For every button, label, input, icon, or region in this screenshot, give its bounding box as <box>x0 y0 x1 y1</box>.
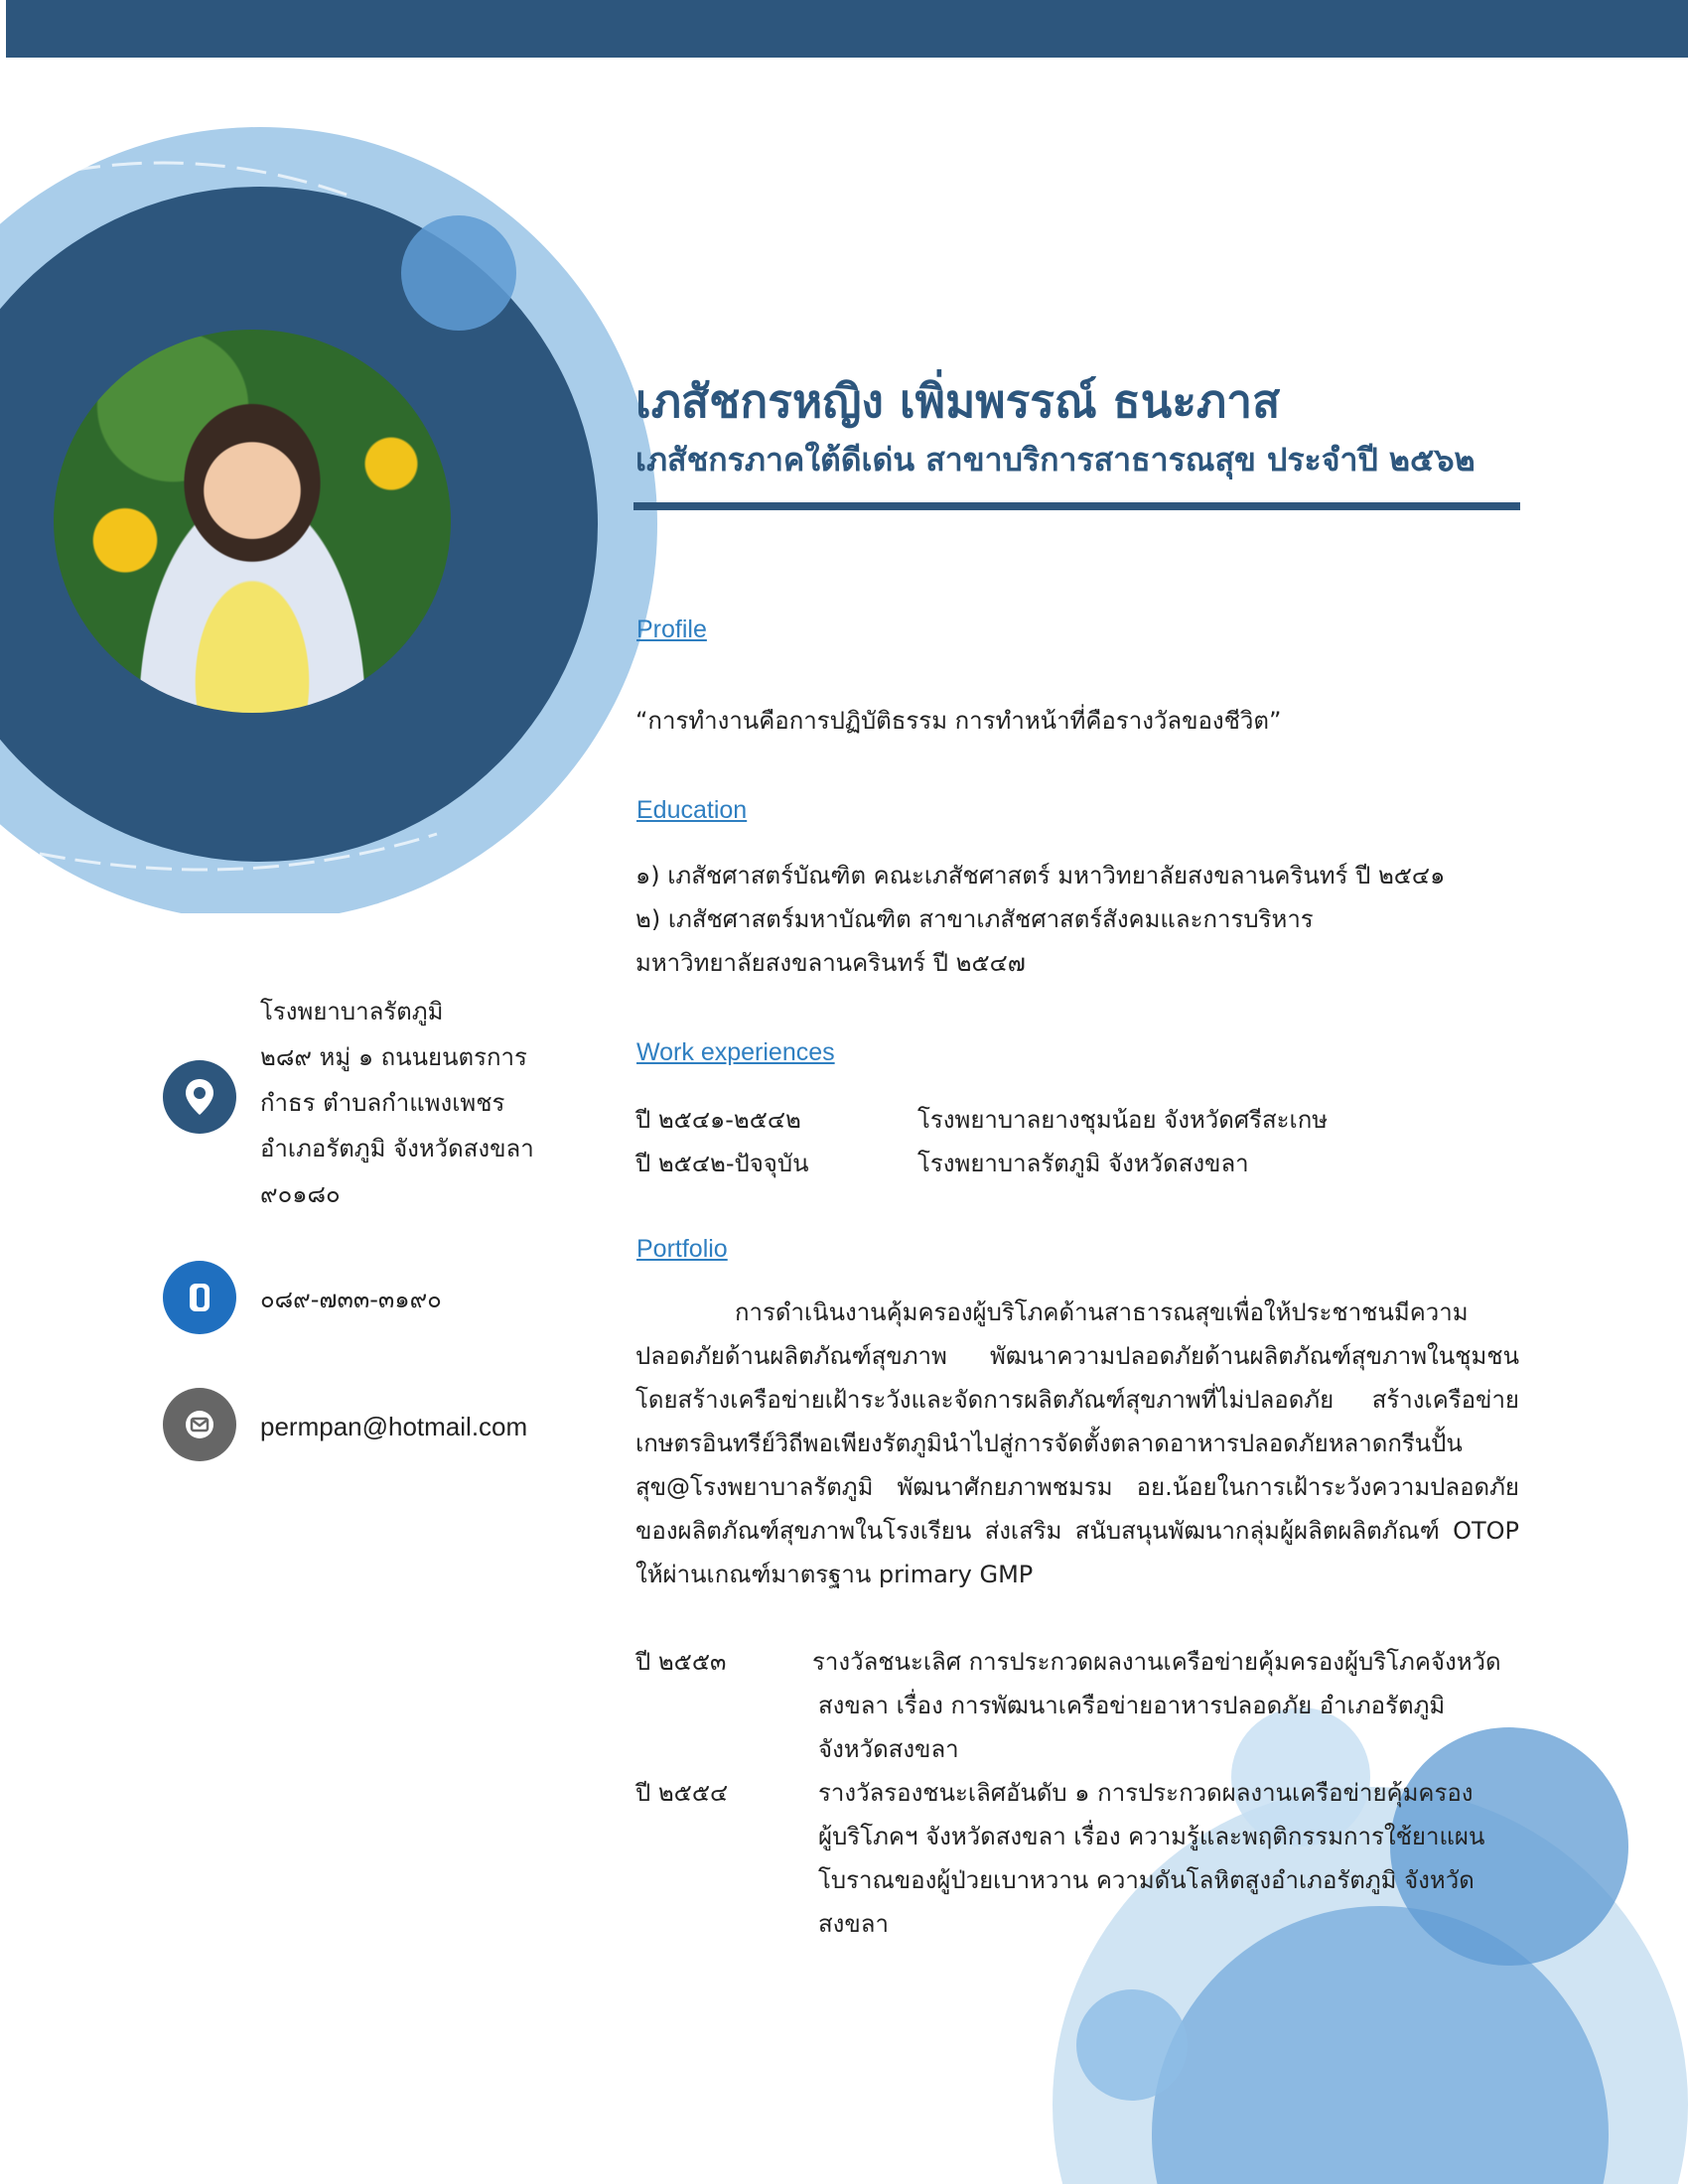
email-icon <box>163 1388 236 1461</box>
award-text <box>812 1640 1527 1771</box>
work-place: โรงพยาบาลยางชุมน้อย จังหวัดศรีสะเกษ <box>917 1106 1329 1134</box>
award-line: โบราณของผู้ป่วยเบาหวาน ความดันโลหิตสูงอำเภอรัตภูมิ จังหวัด <box>818 1866 1475 1894</box>
phone-icon <box>163 1261 236 1334</box>
award-text <box>818 1771 1533 1946</box>
portfolio-text <box>635 1291 1519 1596</box>
profile-heading: Profile <box>636 615 707 643</box>
address-line: อำเภอรัตภูมิ จังหวัดสงขลา <box>260 1135 534 1162</box>
award-line: จังหวัดสงขลา <box>818 1735 959 1763</box>
work-place: โรงพยาบาลรัตภูมิ จังหวัดสงขลา <box>917 1150 1249 1177</box>
award-line: สงขลา <box>818 1910 889 1938</box>
award-subtitle: เภสัชกรภาคใต้ดีเด่น สาขาบริการสาธารณสุข ประจำปี ๒๕๖๒ <box>635 441 1476 478</box>
profile-photo <box>54 330 451 713</box>
education-line: ๒) เภสัชศาสตร์มหาบัณฑิต สาขาเภสัชศาสตร์สังคมและการบริหาร <box>635 905 1314 933</box>
title-divider <box>633 502 1520 510</box>
award-line: รางวัลรองชนะเลิศอันดับ ๑ การประกวดผลงานเครือข่ายคุ้มครอง <box>818 1779 1474 1807</box>
location-pin-icon <box>163 1060 236 1134</box>
address-line: ๙๐๑๘๐ <box>260 1180 341 1208</box>
portfolio-heading: Portfolio <box>636 1235 728 1263</box>
award-year: ปี ๒๕๕๔ <box>635 1779 729 1807</box>
address-line: โรงพยาบาลรัตภูมิ <box>260 998 444 1025</box>
award-line: สงขลา เรื่อง การพัฒนาเครือข่ายอาหารปลอดภัย อำเภอรัตภูมิ <box>818 1692 1446 1719</box>
phone-number[interactable]: ๐๘๙-๗๓๓-๓๑๙๐ <box>260 1286 442 1313</box>
email-address[interactable]: permpan@hotmail.com <box>260 1412 528 1441</box>
address-block <box>260 989 534 1217</box>
award-line: รางวัลชนะเลิศ การประกวดผลงานเครือข่ายคุ้มครองผู้บริโภคจังหวัด <box>812 1648 1501 1676</box>
education-list <box>635 854 1529 985</box>
award-year: ปี ๒๕๕๓ <box>635 1648 727 1676</box>
portfolio-paragraph: การดำเนินงานคุ้มครองผู้บริโภคด้านสาธารณสุขเพื่อให้ประชาชนมีความปลอดภัยด้านผลิตภัณฑ์สุขภาพ พัฒนาความปลอดภัยด้านผลิตภัณฑ์สุขภาพในชุมชนโดยสร้างเครือข่ายเฝ้าระวังและจัดการผลิตภัณฑ์สุขภาพที่ไม่ปลอดภัย สร้างเครือข่ายเกษตรอินทรีย์วิถีพอเพียงรัตภูมินำไปสู่การจัดตั้งตลาดอาหารปลอดภัยหลาดกรีนปั้นสุข@โรงพยาบาลรัตภูมิ พัฒนาศักยภาพชมรม อย.น้อยในการเฝ้าระวังความปลอดภัยของผลิตภัณฑ์สุขภาพในโรงเรียน ส่งเสริม สนับสนุนพัฒนากลุ่มผู้ผลิตผลิตภัณฑ์ OTOP ให้ผ่านเกณฑ์มาตรฐาน primary GMP <box>635 1298 1519 1588</box>
education-line: ๑) เภสัชศาสตร์บัณฑิต คณะเภสัชศาสตร์ มหาวิทยาลัยสงขลานครินทร์ ปี ๒๕๔๑ <box>635 862 1446 889</box>
address-line: กำธร ตำบลกำแพงเพชร <box>260 1089 505 1117</box>
address-line: ๒๘๙ หมู่ ๑ ถนนยนตรการ <box>260 1043 527 1071</box>
education-heading: Education <box>636 796 748 824</box>
work-year: ปี ๒๕๔๑-๒๕๔๒ <box>635 1106 801 1134</box>
work-heading: Work experiences <box>636 1038 835 1066</box>
profile-quote: “การทำงานคือการปฏิบัติธรรม การทำหน้าที่คือรางวัลของชีวิต” <box>635 707 1282 735</box>
person-name: เภสัชกรหญิง เพิ่มพรรณ์ ธนะภาส <box>635 374 1281 428</box>
award-line: ผู้บริโภคฯ จังหวัดสงขลา เรื่อง ความรู้และพฤติกรรมการใช้ยาแผน <box>818 1823 1485 1850</box>
education-line: มหาวิทยาลัยสงขลานครินทร์ ปี ๒๕๔๗ <box>635 949 1026 977</box>
work-year: ปี ๒๕๔๒-ปัจจุบัน <box>635 1150 809 1177</box>
